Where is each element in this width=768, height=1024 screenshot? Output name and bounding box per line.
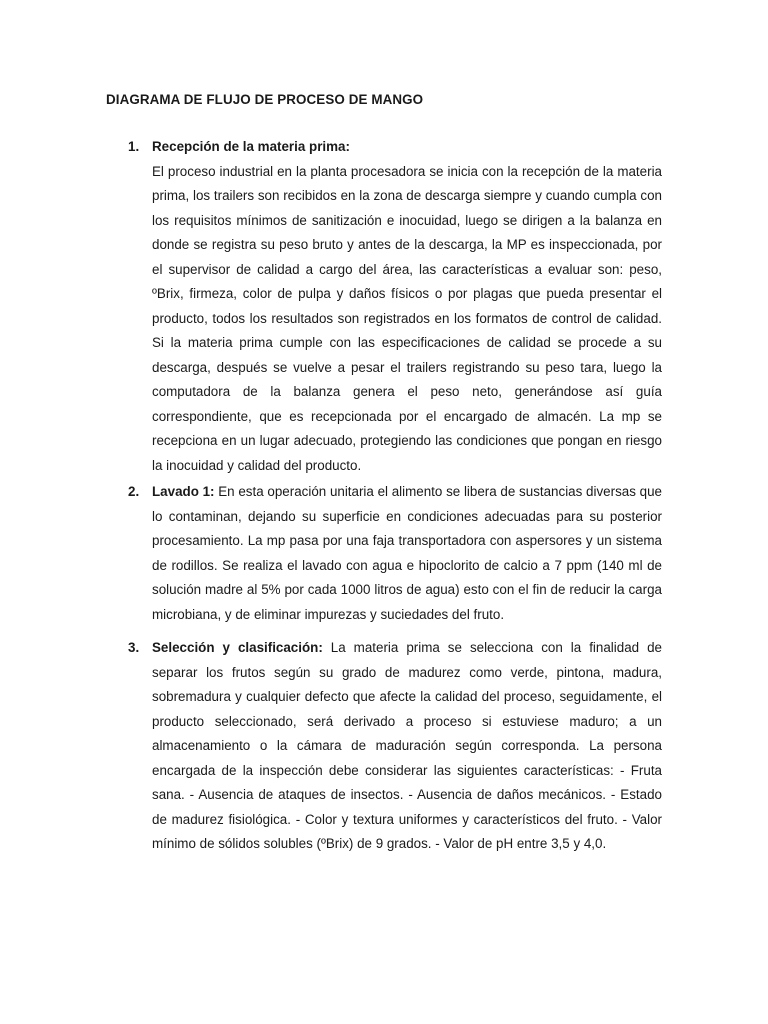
section-heading: Selección y clasificación:	[152, 640, 323, 655]
document-title: DIAGRAMA DE FLUJO DE PROCESO DE MANGO	[106, 92, 424, 107]
section-body	[152, 135, 662, 478]
section-body	[152, 636, 662, 857]
section-heading: Recepción de la materia prima:	[152, 139, 350, 154]
section-number: 1.	[128, 139, 140, 154]
section-number: 2.	[128, 484, 140, 499]
section-number: 3.	[128, 640, 140, 655]
section-text: En esta operación unitaria el alimento se libera de sustancias diversas que lo contaminan, dejando su superficie en condiciones adecuadas para su posterior procesamiento. La mp pasa por una faja transportadora con aspersores y un sistema de rodillos. Se realiza el lavado con agua e hipoclorito de calcio a 7 ppm (140 ml de solución madre al 5% por cada 1000 litros de agua) esto con el fin de reducir la carga microbiana, y de eliminar impurezas y suciedades del fruto.	[152, 484, 662, 622]
section-body	[152, 480, 662, 627]
section-heading: Lavado 1:	[152, 484, 215, 499]
section-text: El proceso industrial en la planta procesadora se inicia con la recepción de la materia prima, los trailers son recibidos en la zona de descarga siempre y cuando cumpla con los requisitos mínimos de sanitización e inocuidad, luego se dirigen a la balanza en donde se registra su peso bruto y antes de la descarga, la MP es inspeccionada, por el supervisor de calidad a cargo del área, las características a evaluar son: peso, ºBrix, firmeza, color de pulpa y daños físicos o por plagas que pueda presentar el producto, todos los resultados son registrados en los formatos de control de calidad. Si la materia prima cumple con las especificaciones de calidad se procede a su descarga, después se vuelve a pesar el trailers registrando su peso tara, luego la computadora de la balanza genera el peso neto, generándose así guía correspondiente, que es recepcionada por el encargado de almacén. La mp se recepciona en un lugar adecuado, protegiendo las condiciones que pongan en riesgo la inocuidad y calidad del producto.	[152, 163, 662, 473]
section-text: La materia prima se selecciona con la finalidad de separar los frutos según su grado de madurez como verde, pintona, madura, sobremadura y cualquier defecto que afecte la calidad del proceso, seguidamente, el producto seleccionado, será derivado a proceso si estuviese maduro; a un almacenamiento o la cámara de maduración según corresponda. La persona encargada de la inspección debe considerar las siguientes características: - Fruta sana. - Ausencia de ataques de insectos. - Ausencia de daños mecánicos. - Estado de madurez fisiológica. - Color y textura uniformes y característicos del fruto. - Valor mínimo de sólidos solubles (ºBrix) de 9 grados. - Valor de pH entre 3,5 y 4,0.	[152, 640, 662, 851]
